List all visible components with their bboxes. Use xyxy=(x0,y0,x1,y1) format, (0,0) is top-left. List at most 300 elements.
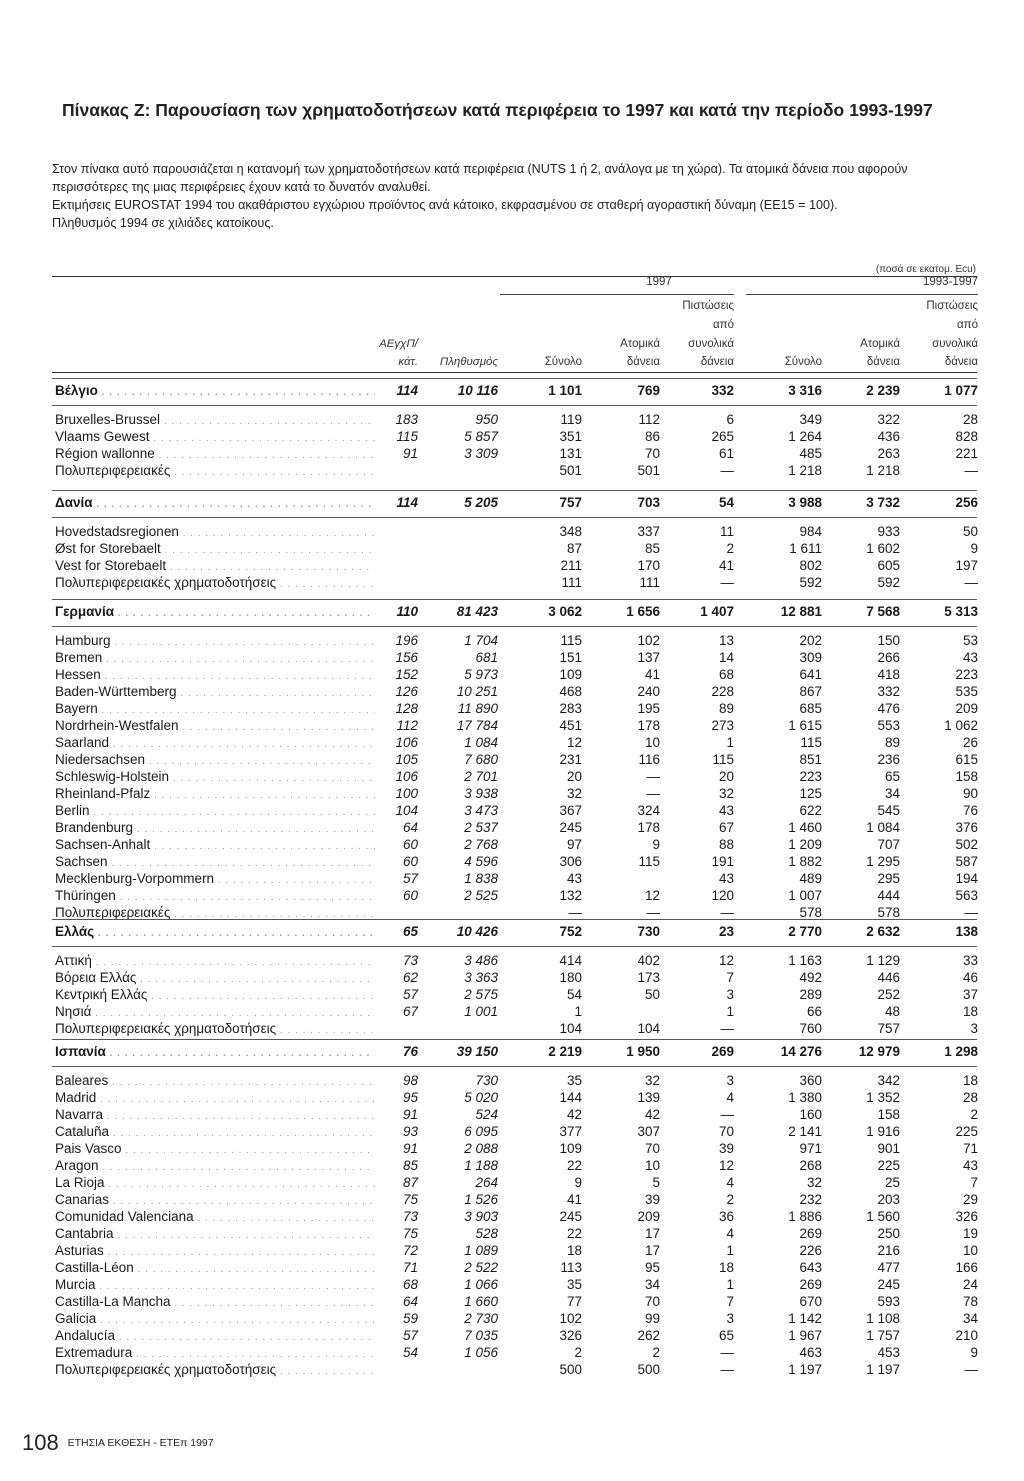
cell-col-7: 89 xyxy=(884,735,900,750)
region-name: Mecklenburg-Vorpommern . . . xyxy=(55,870,375,889)
cell-col-3: 111 xyxy=(561,575,582,590)
cell-col-8: 502 xyxy=(955,837,978,852)
cell-col-7: 65 xyxy=(884,769,900,784)
cell-col-3: 20 xyxy=(566,769,582,784)
cell-col-3: 3 062 xyxy=(548,604,582,619)
cell-col-4: 1 656 xyxy=(626,604,660,619)
region-row xyxy=(0,1191,1024,1208)
cell-col-5: 6 xyxy=(726,412,734,427)
region-name: Cantabria . . . xyxy=(55,1225,375,1244)
cell-col-7: 250 xyxy=(877,1226,900,1241)
cell-col-8: 1 077 xyxy=(944,383,978,398)
cell-col-4: 262 xyxy=(637,1328,660,1343)
region-row xyxy=(0,717,1024,734)
cell-col-4: 178 xyxy=(637,718,660,733)
region-row xyxy=(0,836,1024,853)
cell-col-6: 2 770 xyxy=(788,924,822,939)
region-row xyxy=(0,1293,1024,1310)
cell-col-2: 11 890 xyxy=(457,701,498,716)
region-row xyxy=(0,1208,1024,1225)
cell-col-3: 113 xyxy=(560,1260,582,1275)
cell-col-6: 1 197 xyxy=(788,1362,822,1377)
region-name: Sachsen-Anhalt . . . xyxy=(55,836,375,855)
cell-col-6: 3 988 xyxy=(788,495,822,510)
cell-col-1: 62 xyxy=(402,970,418,985)
cell-col-3: 35 xyxy=(566,1073,582,1088)
cell-col-1: 112 xyxy=(396,718,418,733)
cell-col-5: 269 xyxy=(711,1044,734,1059)
cell-col-7: 1 560 xyxy=(866,1209,900,1224)
col-header-gdp-line1: ΑΕγχΠ/ xyxy=(379,338,418,350)
cell-col-4: 12 xyxy=(644,888,660,903)
col-header-gdp-line2: κάτ. xyxy=(398,356,418,368)
col-header-individual-9397-line2: δάνεια xyxy=(866,356,900,368)
cell-col-6: 1 882 xyxy=(788,854,822,869)
cell-col-7: 12 979 xyxy=(858,1044,900,1059)
cell-col-2: 950 xyxy=(475,412,498,427)
cell-col-8: — xyxy=(964,905,978,920)
cell-col-8: 3 xyxy=(970,1021,978,1036)
cell-col-5: 1 xyxy=(726,735,734,750)
cell-col-6: 1 209 xyxy=(788,837,822,852)
region-row xyxy=(0,751,1024,768)
cell-col-3: 41 xyxy=(566,1192,582,1207)
cell-col-5: 36 xyxy=(718,1209,734,1224)
cell-col-7: 322 xyxy=(877,412,900,427)
cell-col-8: 71 xyxy=(962,1141,978,1156)
cell-col-8: 10 xyxy=(962,1243,978,1258)
cell-col-6: 1 264 xyxy=(788,429,822,444)
section-rule xyxy=(52,378,977,379)
region-name: Thüringen . . . xyxy=(55,887,375,906)
cell-col-2: 3 938 xyxy=(464,786,498,801)
cell-col-4: 730 xyxy=(637,924,660,939)
section-rule xyxy=(52,919,977,920)
cell-col-7: 592 xyxy=(877,575,900,590)
cell-col-3: 757 xyxy=(559,495,582,510)
col-header-global-1997-line1: Πιστώσεις xyxy=(682,300,734,312)
col-header-global-1997-line4: δάνεια xyxy=(700,356,734,368)
cell-col-5: 273 xyxy=(711,718,734,733)
cell-col-5: 13 xyxy=(718,633,734,648)
cell-col-1: 114 xyxy=(396,495,418,510)
region-name: Brandenburg . . . xyxy=(55,819,375,838)
cell-col-7: 901 xyxy=(877,1141,900,1156)
cell-col-6: 1 967 xyxy=(788,1328,822,1343)
region-row xyxy=(0,1276,1024,1293)
region-row xyxy=(0,1089,1024,1106)
cell-col-6: 1 380 xyxy=(788,1090,822,1105)
cell-col-1: 126 xyxy=(395,684,418,699)
cell-col-7: 342 xyxy=(877,1073,900,1088)
cell-col-3: 42 xyxy=(566,1107,582,1122)
cell-col-1: 60 xyxy=(402,888,418,903)
cell-col-5: 54 xyxy=(718,495,734,510)
cell-col-7: 418 xyxy=(877,667,900,682)
cell-col-2: 1 001 xyxy=(464,1004,498,1019)
cell-col-6: 1 142 xyxy=(788,1311,822,1326)
cell-col-6: 971 xyxy=(799,1141,822,1156)
cell-col-6: 1 007 xyxy=(788,888,822,903)
region-row xyxy=(0,1106,1024,1123)
cell-col-5: 67 xyxy=(718,820,734,835)
cell-col-8: 5 313 xyxy=(944,604,978,619)
cell-col-7: 578 xyxy=(877,905,900,920)
cell-col-7: 1 218 xyxy=(866,463,900,478)
cell-col-2: 81 423 xyxy=(456,604,498,619)
cell-col-7: 757 xyxy=(877,1021,900,1036)
cell-col-6: 592 xyxy=(799,575,822,590)
cell-col-8: 615 xyxy=(955,752,978,767)
cell-col-5: 4 xyxy=(726,1226,734,1241)
region-row xyxy=(0,1072,1024,1089)
cell-col-6: 2 141 xyxy=(788,1124,822,1139)
region-row xyxy=(0,462,1024,479)
country-row xyxy=(0,382,1024,399)
region-name: Schleswig-Holstein . . . xyxy=(55,768,375,787)
cell-col-2: 5 973 xyxy=(464,667,498,682)
cell-col-3: 144 xyxy=(559,1090,582,1105)
cell-col-8: 76 xyxy=(962,803,978,818)
cell-col-7: 453 xyxy=(877,1345,900,1360)
country-name: Ελλάς . . . xyxy=(55,923,375,942)
cell-col-2: 1 660 xyxy=(464,1294,498,1309)
cell-col-5: 3 xyxy=(726,987,734,1002)
region-row xyxy=(0,1310,1024,1327)
cell-col-2: 3 473 xyxy=(464,803,498,818)
cell-col-6: 269 xyxy=(799,1277,822,1292)
cell-col-3: 501 xyxy=(559,463,582,478)
region-row xyxy=(0,574,1024,591)
cell-col-2: 2 088 xyxy=(464,1141,498,1156)
cell-col-4: 39 xyxy=(644,1192,660,1207)
cell-col-1: 73 xyxy=(402,1209,418,1224)
cell-col-6: 984 xyxy=(799,524,822,539)
cell-col-1: 65 xyxy=(402,924,418,939)
header-rule xyxy=(52,372,977,373)
cell-col-5: 7 xyxy=(726,1294,734,1309)
cell-col-1: 98 xyxy=(402,1073,418,1088)
cell-col-8: 2 xyxy=(970,1107,978,1122)
cell-col-7: 203 xyxy=(877,1192,900,1207)
cell-col-6: 670 xyxy=(799,1294,822,1309)
cell-col-4: 86 xyxy=(644,429,660,444)
cell-col-6: 1 460 xyxy=(788,820,822,835)
cell-col-7: 48 xyxy=(884,1004,900,1019)
cell-col-4: 85 xyxy=(644,541,660,556)
page-footer xyxy=(22,1430,214,1456)
cell-col-3: 367 xyxy=(559,803,582,818)
region-name: La Rioja . . . xyxy=(55,1174,375,1193)
cell-col-1: 106 xyxy=(395,735,418,750)
region-row xyxy=(0,1123,1024,1140)
cell-col-6: 223 xyxy=(799,769,822,784)
cell-col-5: 23 xyxy=(718,924,734,939)
cell-col-2: 681 xyxy=(475,650,498,665)
country-name: Δανία . . . xyxy=(55,494,375,513)
cell-col-2: 10 426 xyxy=(456,924,498,939)
cell-col-6: 492 xyxy=(799,970,822,985)
cell-col-3: 245 xyxy=(559,820,582,835)
cell-col-4: 501 xyxy=(637,463,660,478)
cell-col-4: 10 xyxy=(644,1158,660,1173)
cell-col-7: 444 xyxy=(877,888,900,903)
cell-col-3: 22 xyxy=(566,1226,582,1241)
region-name: Niedersachsen . . . xyxy=(55,751,375,770)
region-row xyxy=(0,1003,1024,1020)
cell-col-8: 24 xyxy=(962,1277,978,1292)
cell-col-2: 2 575 xyxy=(464,987,498,1002)
cell-col-3: 109 xyxy=(559,667,582,682)
cell-col-4: 34 xyxy=(644,1277,660,1292)
region-name: Πολυπεριφερειακές χρηματοδοτήσεις . . . xyxy=(55,1361,375,1380)
region-name: Baleares . . . xyxy=(55,1072,375,1091)
cell-col-4: 500 xyxy=(637,1362,660,1377)
col-header-total-1997: Σύνολο xyxy=(544,356,582,368)
section-rule xyxy=(52,599,977,600)
col-header-population: Πληθυσμός xyxy=(439,356,498,368)
cell-col-4: 70 xyxy=(644,1141,660,1156)
cell-col-6: 12 881 xyxy=(780,604,822,619)
cell-col-8: 197 xyxy=(955,558,978,573)
cell-col-5: 20 xyxy=(718,769,734,784)
country-underline xyxy=(52,626,977,627)
region-row xyxy=(0,540,1024,557)
cell-col-4: 104 xyxy=(637,1021,660,1036)
cell-col-2: 3 486 xyxy=(464,953,498,968)
cell-col-5: — xyxy=(720,1362,734,1377)
cell-col-7: 477 xyxy=(877,1260,900,1275)
cell-col-4: — xyxy=(646,905,660,920)
cell-col-6: 1 218 xyxy=(788,463,822,478)
country-underline xyxy=(52,517,977,518)
cell-col-8: 9 xyxy=(970,1345,978,1360)
cell-col-5: 68 xyxy=(718,667,734,682)
cell-col-5: 41 xyxy=(718,558,734,573)
cell-col-2: 3 363 xyxy=(464,970,498,985)
region-name: Sachsen . . . xyxy=(55,853,375,872)
region-name: Πολυπεριφερειακές . . . xyxy=(55,462,375,481)
region-name: Νησιά . . . xyxy=(55,1003,375,1022)
cell-col-6: 1 615 xyxy=(788,718,822,733)
cell-col-5: — xyxy=(720,463,734,478)
cell-col-7: 266 xyxy=(877,650,900,665)
cell-col-8: 90 xyxy=(962,786,978,801)
cell-col-5: 4 xyxy=(726,1090,734,1105)
region-row xyxy=(0,768,1024,785)
cell-col-4: 2 xyxy=(652,1345,660,1360)
region-name: Πολυπεριφερειακές χρηματοδοτήσεις . . . xyxy=(55,574,375,593)
cell-col-5: 11 xyxy=(719,524,734,539)
region-row xyxy=(0,523,1024,540)
running-title: ΕΤΗΣΙΑ ΕΚΘΕΣΗ - ΕΤΕπ 1997 xyxy=(67,1436,214,1449)
page-number: 108 xyxy=(22,1430,59,1455)
cell-col-6: 643 xyxy=(799,1260,822,1275)
cell-col-4: 17 xyxy=(644,1243,660,1258)
cell-col-2: 1 066 xyxy=(464,1277,498,1292)
region-name: Castilla-Léon . . . xyxy=(55,1259,375,1278)
cell-col-6: 760 xyxy=(799,1021,822,1036)
region-name: Πολυπεριφερειακές . . . xyxy=(55,904,375,923)
cell-col-5: 43 xyxy=(718,803,734,818)
cell-col-3: 500 xyxy=(559,1362,582,1377)
cell-col-8: 587 xyxy=(955,854,978,869)
region-name: Madrid . . . xyxy=(55,1089,375,1108)
cell-col-2: 1 089 xyxy=(464,1243,498,1258)
region-row xyxy=(0,649,1024,666)
cell-col-8: 828 xyxy=(955,429,978,444)
intro-text xyxy=(52,160,982,232)
cell-col-7: 1 108 xyxy=(866,1311,900,1326)
cell-col-4: 115 xyxy=(638,854,660,869)
region-row xyxy=(0,1225,1024,1242)
cell-col-7: 25 xyxy=(884,1175,900,1190)
region-name: Cataluña . . . xyxy=(55,1123,375,1142)
cell-col-2: 7 680 xyxy=(464,752,498,767)
cell-col-3: 348 xyxy=(559,524,582,539)
cell-col-1: 156 xyxy=(395,650,418,665)
cell-col-2: 1 056 xyxy=(464,1345,498,1360)
region-name: Hessen . . . xyxy=(55,666,375,685)
cell-col-1: 183 xyxy=(395,412,418,427)
cell-col-4: 32 xyxy=(644,1073,660,1088)
cell-col-6: 622 xyxy=(799,803,822,818)
col-header-individual-1997-line1: Ατομικά xyxy=(620,338,660,350)
cell-col-6: 867 xyxy=(799,684,822,699)
cell-col-7: 263 xyxy=(877,446,900,461)
cell-col-8: 1 062 xyxy=(944,718,978,733)
cell-col-3: 326 xyxy=(559,1328,582,1343)
cell-col-8: 26 xyxy=(962,735,978,750)
cell-col-6: 489 xyxy=(799,871,822,886)
cell-col-8: 18 xyxy=(962,1073,978,1088)
cell-col-3: 2 xyxy=(574,1345,582,1360)
country-underline xyxy=(52,1066,977,1067)
cell-col-2: 1 838 xyxy=(464,871,498,886)
cell-col-4: 703 xyxy=(637,495,660,510)
cell-col-8: 1 298 xyxy=(944,1044,978,1059)
cell-col-6: 641 xyxy=(799,667,822,682)
cell-col-3: 32 xyxy=(566,786,582,801)
col-header-individual-9397-line1: Ατομικά xyxy=(860,338,900,350)
cell-col-5: 12 xyxy=(718,1158,734,1173)
cell-col-1: 57 xyxy=(402,1328,418,1343)
region-row xyxy=(0,445,1024,462)
cell-col-5: — xyxy=(720,1345,734,1360)
cell-col-8: 223 xyxy=(955,667,978,682)
cell-col-4: 10 xyxy=(644,735,660,750)
cell-col-2: 5 857 xyxy=(464,429,498,444)
cell-col-5: 39 xyxy=(718,1141,734,1156)
cell-col-3: 2 219 xyxy=(548,1044,582,1059)
col-header-global-9397-line4: δάνεια xyxy=(944,356,978,368)
cell-col-5: 70 xyxy=(718,1124,734,1139)
cell-col-2: 2 522 xyxy=(464,1260,498,1275)
region-row xyxy=(0,557,1024,574)
cell-col-4: — xyxy=(646,786,660,801)
col-header-global-9397-line1: Πιστώσεις xyxy=(926,300,978,312)
cell-col-4: 178 xyxy=(637,820,660,835)
cell-col-6: 32 xyxy=(806,1175,822,1190)
cell-col-2: 6 095 xyxy=(464,1124,498,1139)
cell-col-5: 191 xyxy=(711,854,734,869)
section-rule xyxy=(52,1039,977,1040)
region-name: Hamburg . . . xyxy=(55,632,375,651)
cell-col-1: 73 xyxy=(402,953,418,968)
region-name: Pais Vasco . . . xyxy=(55,1140,375,1159)
cell-col-5: 89 xyxy=(718,701,734,716)
region-name: Κεντρική Ελλάς . . . xyxy=(55,986,375,1005)
cell-col-4: 173 xyxy=(637,970,660,985)
cell-col-4: 50 xyxy=(644,987,660,1002)
group-rule-1997 xyxy=(500,294,734,295)
col-header-global-1997-line2: από xyxy=(713,319,734,331)
cell-col-5: 18 xyxy=(718,1260,734,1275)
cell-col-7: 553 xyxy=(877,718,900,733)
cell-col-3: 306 xyxy=(559,854,582,869)
cell-col-8: 563 xyxy=(955,888,978,903)
cell-col-7: 707 xyxy=(877,837,900,852)
cell-col-3: 231 xyxy=(559,752,582,767)
country-name: Γερμανία . . . xyxy=(55,603,375,622)
cell-col-6: 3 316 xyxy=(788,383,822,398)
cell-col-6: 1 163 xyxy=(788,953,822,968)
cell-col-3: 109 xyxy=(559,1141,582,1156)
cell-col-8: 326 xyxy=(955,1209,978,1224)
cell-col-5: 65 xyxy=(718,1328,734,1343)
cell-col-4: 41 xyxy=(644,667,660,682)
cell-col-2: 2 537 xyxy=(464,820,498,835)
cell-col-4: 42 xyxy=(644,1107,660,1122)
cell-col-1: 60 xyxy=(402,854,418,869)
cell-col-3: 132 xyxy=(559,888,582,903)
cell-col-3: 351 xyxy=(559,429,582,444)
region-name: Nordrhein-Westfalen . . . xyxy=(55,717,375,736)
cell-col-7: 332 xyxy=(877,684,900,699)
region-name: Canarias . . . xyxy=(55,1191,375,1210)
col-header-total-9397: Σύνολο xyxy=(784,356,822,368)
cell-col-6: 289 xyxy=(799,987,822,1002)
cell-col-7: 34 xyxy=(884,786,900,801)
cell-col-8: 43 xyxy=(962,1158,978,1173)
cell-col-3: 102 xyxy=(559,1311,582,1326)
cell-col-2: 10 251 xyxy=(456,684,498,699)
cell-col-1: 91 xyxy=(402,1107,418,1122)
cell-col-5: 228 xyxy=(711,684,734,699)
cell-col-1: 76 xyxy=(402,1044,418,1059)
cell-col-8: 50 xyxy=(962,524,978,539)
cell-col-7: 436 xyxy=(877,429,900,444)
region-name: Extremadura . . . xyxy=(55,1344,375,1363)
col-header-global-9397-line3: συνολικά xyxy=(932,338,978,350)
cell-col-3: 1 xyxy=(574,1004,582,1019)
cell-col-3: — xyxy=(568,905,582,920)
region-name: Øst for Storebaelt . . . xyxy=(55,540,375,559)
cell-col-3: 151 xyxy=(559,650,582,665)
cell-col-7: 1 602 xyxy=(866,541,900,556)
cell-col-7: 2 239 xyxy=(866,383,900,398)
cell-col-1: 59 xyxy=(402,1311,418,1326)
country-name: Ισπανία . . . xyxy=(55,1043,375,1062)
cell-col-2: 1 188 xyxy=(464,1158,498,1173)
cell-col-5: 332 xyxy=(711,383,734,398)
cell-col-7: 545 xyxy=(877,803,900,818)
cell-col-3: 115 xyxy=(560,633,582,648)
cell-col-1: 93 xyxy=(402,1124,418,1139)
cell-col-7: 295 xyxy=(877,871,900,886)
cell-col-1: 54 xyxy=(402,1345,418,1360)
cell-col-4: 240 xyxy=(637,684,660,699)
